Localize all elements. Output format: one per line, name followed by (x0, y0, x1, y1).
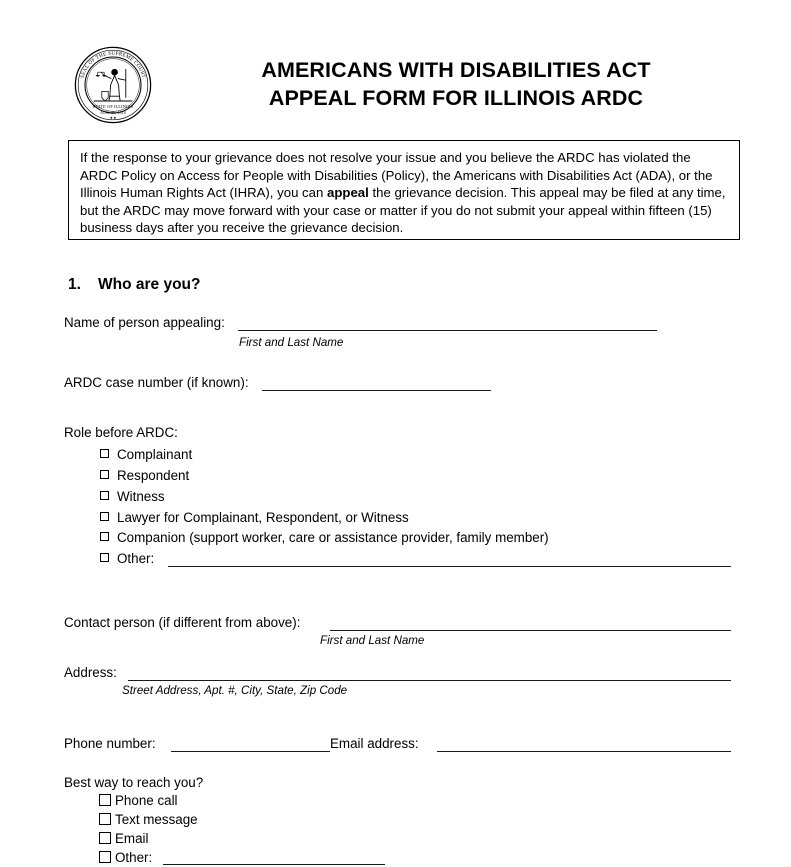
role-option-lawyer[interactable] (100, 510, 409, 526)
address-hint: Street Address, Apt. #, City, State, Zip Code (122, 684, 348, 697)
role-option-label: Lawyer for Complainant, Respondent, or Witness (117, 510, 409, 525)
name-of-person-appealing-label: Name of person appealing: (64, 315, 225, 330)
email-address-label: Email address: (330, 736, 419, 751)
address-input[interactable] (128, 680, 731, 681)
role-option-complainant[interactable] (100, 447, 192, 463)
name-of-person-appealing-input[interactable] (238, 330, 657, 331)
checkbox-icon[interactable] (100, 512, 109, 521)
ardc-case-number-label: ARDC case number (if known): (64, 375, 249, 390)
name-of-person-appealing-hint: First and Last Name (239, 336, 344, 349)
checkbox-icon[interactable] (100, 449, 109, 458)
document-header (0, 0, 791, 132)
reach-option-label: Other: (115, 850, 153, 865)
notice-part-2: the grievance decision. This appeal may be filed at any time, but the ARDC may move forward with your case or matter if you do not submit your appeal within fifteen (15) business days after you receive the grievance decision. (80, 185, 726, 236)
role-option-respondent[interactable] (100, 468, 189, 484)
role-option-label: Other: (117, 551, 155, 566)
reach-option-other-input[interactable] (163, 864, 385, 865)
section-1-number: 1. (68, 276, 81, 293)
svg-text:STATE OF ILLINOIS: STATE OF ILLINOIS (92, 104, 134, 110)
contact-person-label: Contact person (if different from above): (64, 615, 301, 630)
role-option-companion[interactable] (100, 530, 549, 546)
role-option-label: Complainant (117, 447, 193, 462)
role-before-ardc-label: Role before ARDC: (64, 425, 178, 440)
svg-text:SEAL OF THE SUPREME COURT: SEAL OF THE SUPREME COURT (79, 50, 147, 79)
reach-option-label: Text message (115, 812, 198, 827)
checkbox-icon[interactable] (100, 491, 109, 500)
best-way-to-reach-label: Best way to reach you? (64, 775, 204, 790)
contact-person-input[interactable] (330, 630, 731, 631)
checkbox-icon[interactable] (99, 832, 111, 844)
notice-emphasis-appeal: appeal (327, 185, 369, 201)
role-option-label: Respondent (117, 468, 190, 483)
role-option-other-input[interactable] (168, 566, 731, 567)
page-title (176, 56, 736, 112)
checkbox-icon[interactable] (99, 813, 111, 825)
reach-option-label: Phone call (115, 793, 178, 808)
section-1-heading (68, 276, 200, 294)
page-title-line-1: AMERICANS WITH DISABILITIES ACT (261, 58, 651, 82)
ardc-case-number-input[interactable] (262, 390, 491, 391)
appeal-notice-box (68, 140, 740, 240)
section-1-title: Who are you? (98, 276, 201, 293)
svg-text:✦✦: ✦✦ (109, 115, 117, 121)
notice-part-1: If the response to your grievance does not resolve your issue and you believe the ARDC has violated the ARDC Policy on Access for People with Disabilities (Policy), the Americans with Disabilities Act (ADA), or the Illinois Human Rights Act (IHRA), you can (80, 150, 713, 201)
checkbox-icon[interactable] (100, 470, 109, 479)
checkbox-icon[interactable] (99, 851, 111, 863)
role-option-label: Companion (support worker, care or assistance provider, family member) (117, 530, 549, 545)
reach-option-phone-call[interactable] (99, 793, 178, 809)
checkbox-icon[interactable] (100, 553, 109, 562)
contact-person-hint: First and Last Name (320, 634, 425, 647)
reach-option-text-message[interactable] (99, 812, 198, 828)
role-option-label: Witness (117, 489, 165, 504)
checkbox-icon[interactable] (100, 532, 109, 541)
phone-number-label: Phone number: (64, 736, 156, 751)
email-address-input[interactable] (437, 751, 731, 752)
phone-number-input[interactable] (171, 751, 330, 752)
address-label: Address: (64, 665, 117, 680)
checkbox-icon[interactable] (99, 794, 111, 806)
svg-text:AUG. 26, 1818: AUG. 26, 1818 (100, 110, 126, 115)
appeal-notice-text (80, 149, 730, 237)
reach-option-email[interactable] (99, 831, 148, 847)
role-option-other[interactable] (100, 551, 154, 567)
reach-option-other[interactable] (99, 850, 152, 866)
role-option-witness[interactable] (100, 489, 165, 505)
reach-option-label: Email (115, 831, 149, 846)
illinois-supreme-court-seal-icon (73, 45, 153, 125)
page-title-line-2: APPEAL FORM FOR ILLINOIS ARDC (268, 86, 644, 110)
